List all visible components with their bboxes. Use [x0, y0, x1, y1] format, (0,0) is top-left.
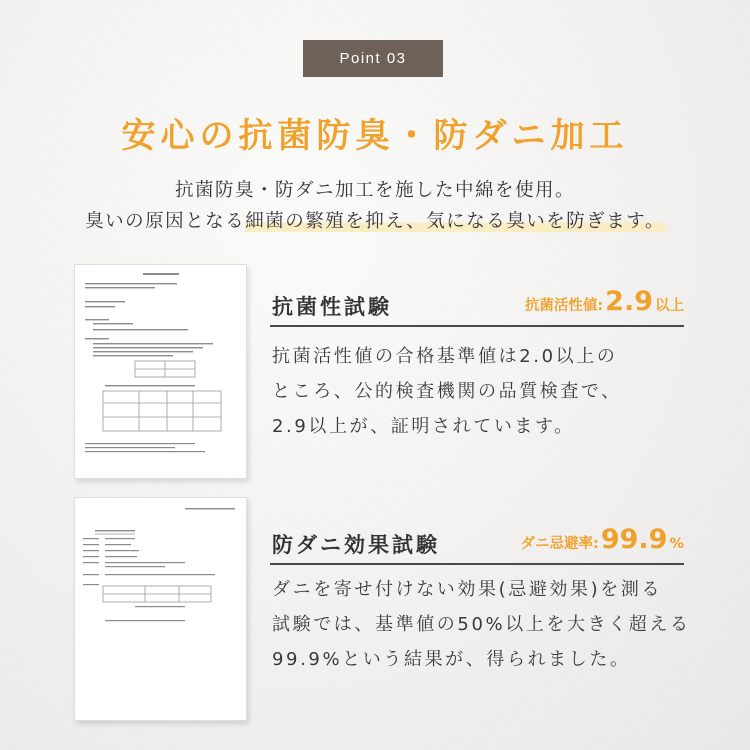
section-1-title: 抗菌性試験 — [272, 295, 392, 319]
antimite-report-image — [74, 497, 247, 721]
section-2-value-number: 99.9 — [600, 524, 668, 555]
section-2-value-label: ダニ忌避率: — [520, 536, 599, 552]
point-badge: Point 03 — [303, 40, 443, 77]
section-2-value — [521, 524, 684, 555]
section-1-divider — [270, 325, 684, 327]
section-2-divider — [270, 563, 684, 565]
section-1-value — [525, 286, 684, 317]
intro-line-1: 抗菌防臭・防ダニ加工を施した中綿を使用。 — [174, 180, 575, 201]
section-2-body-line: 試験では、基準値の50%以上を大きく超える — [272, 614, 691, 635]
section-1-value-number: 2.9 — [605, 286, 653, 317]
section-1-body-line: 2.9以上が、証明されています。 — [272, 416, 575, 437]
intro-line-2-text: 臭いの原因となる — [85, 211, 246, 232]
intro-line-2 — [0, 207, 750, 233]
antibacterial-report-image — [74, 264, 247, 479]
section-2-body-line: ダニを寄せ付けない効果(忌避効果)を測る — [272, 579, 663, 600]
section-1-body — [272, 339, 692, 444]
intro-highlight: 細菌の繁殖を抑え、気になる臭いを防ぎます。 — [245, 211, 665, 232]
headline: 安心の抗菌防臭・防ダニ加工 — [121, 116, 629, 156]
section-1-value-suffix: 以上 — [655, 298, 684, 314]
section-1-body-line: ところ、公的検査機関の品質検査で、 — [272, 381, 622, 402]
section-2-value-suffix: % — [669, 536, 684, 552]
section-2-title: 防ダニ効果試験 — [272, 533, 440, 557]
section-1-body-line: 抗菌活性値の合格基準値は2.0以上の — [272, 346, 618, 367]
section-2-body-line: 99.9%という結果が、得られました。 — [272, 649, 631, 670]
section-1-value-label: 抗菌活性値: — [524, 298, 604, 314]
section-2-body — [272, 572, 692, 677]
